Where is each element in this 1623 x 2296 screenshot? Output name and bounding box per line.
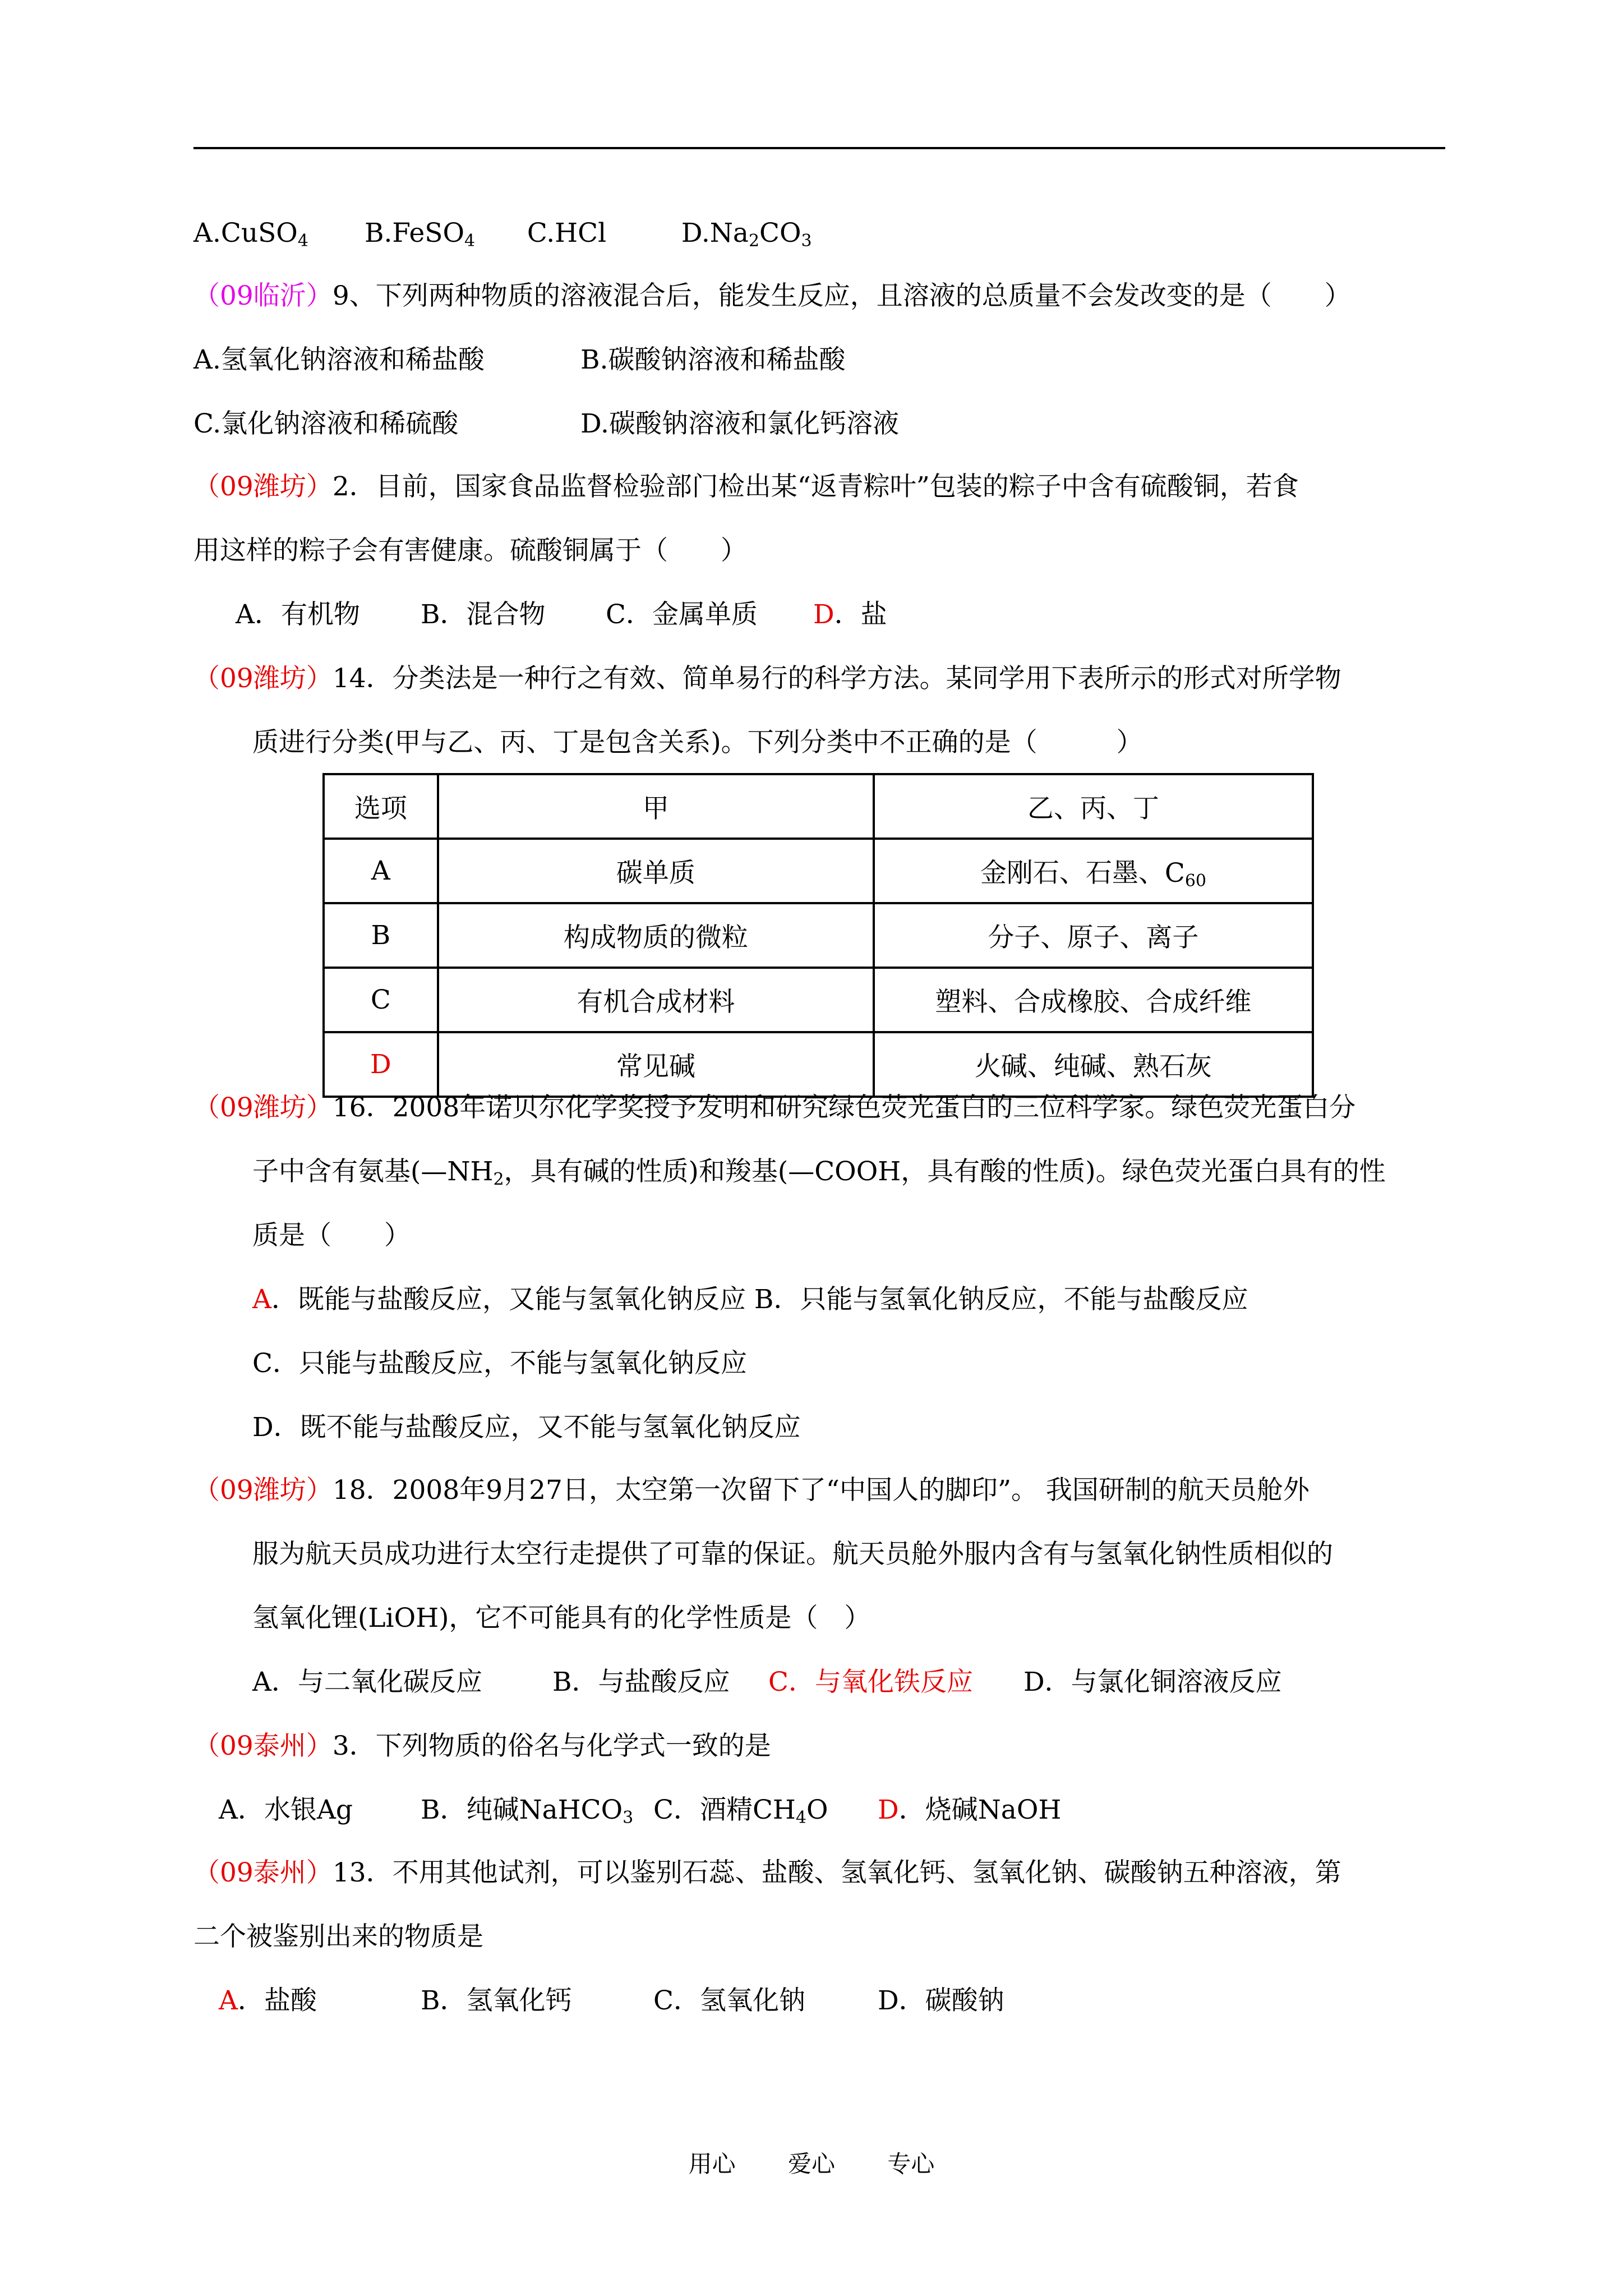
table-row — [324, 903, 1313, 968]
table-cell: C — [324, 968, 438, 1032]
table-row — [324, 1032, 1313, 1097]
q3-options: A．水银Ag B．纯碱NaHCO$_3$ C．酒精$CH_4O$ D．烧碱NaOH — [219, 1795, 1062, 1828]
q13-stem-line1: （09泰州）13．不用其他试剂，可以鉴别石蕊、盐酸、氢氧化钙、氢氧化钠、碳酸钠五种溶液，第 — [193, 1857, 1341, 1888]
table-row — [324, 839, 1313, 903]
table-cell: 分子、原子、离子 — [874, 903, 1313, 968]
header-cell: 乙、丙、丁 — [874, 774, 1313, 839]
table-cell: B — [324, 903, 438, 968]
q18-stem-line1: （09潍坊）18．2008年9月27日，太空第一次留下了“中国人的脚印”。 我国研制的航天员舱外 — [193, 1475, 1310, 1506]
table-cell-answer: D — [324, 1032, 438, 1097]
table-row — [324, 968, 1313, 1032]
table-cell: 有机合成材料 — [438, 968, 874, 1032]
q13-stem-line2: 二个被鉴别出来的物质是 — [193, 1921, 483, 1952]
q3-stem: （09泰州）3．下列物质的俗名与化学式一致的是 — [193, 1731, 771, 1761]
q2-source: （09潍坊） — [193, 471, 333, 502]
q2-stem-line2: 用这样的粽子会有害健康。硫酸铜属于（ ） — [193, 535, 747, 566]
q14-source: （09潍坊） — [193, 663, 333, 694]
q2-stem-line1: （09潍坊）2．目前，国家食品监督检验部门检出某“返青粽叶”包装的粽子中含有硫酸铜，若食 — [193, 471, 1299, 502]
footer-text: 爱心 — [787, 2150, 835, 2178]
footer-text: 专心 — [887, 2150, 935, 2178]
q18-stem-line2: 服为航天员成功进行太空行走提供了可靠的保证。航天员舱外服内含有与氢氧化钠性质相似的 — [252, 1539, 1333, 1570]
q2-options: A．有机物 B．混合物 C．金属单质 D．盐 — [236, 599, 887, 630]
q14-stem-line2: 质进行分类(甲与乙、丙、丁是包含关系)。下列分类中不正确的是（ ） — [252, 727, 1143, 758]
table-cell: A — [324, 839, 438, 903]
header-cell: 选项 — [324, 774, 438, 839]
q13-source: （09泰州） — [193, 1857, 333, 1888]
q18-source: （09潍坊） — [193, 1475, 333, 1506]
table-cell: 塑料、合成橡胶、合成纤维 — [874, 968, 1313, 1032]
q16-stem-line1: （09潍坊）16．2008年诺贝尔化学奖授予发明和研究绿色荧光蛋白的三位科学家。绿色荧光蛋白分 — [193, 1092, 1356, 1123]
header-cell: 甲 — [438, 774, 874, 839]
table-cell: 碳单质 — [438, 839, 874, 903]
q18-stem-line3: 氢氧化锂(LiOH)，它不可能具有的化学性质是（ ） — [252, 1603, 871, 1634]
q16-option-c: C．只能与盐酸反应，不能与氢氧化钠反应 — [252, 1348, 747, 1379]
q16-option-d: D．既不能与盐酸反应，又不能与氢氧化钠反应 — [252, 1412, 801, 1443]
q14-stem-line1: （09潍坊）14．分类法是一种行之有效、简单易行的科学方法。某同学用下表所示的形式对所学物 — [193, 663, 1341, 694]
q9-options-cd: C.氯化钠溶液和稀硫酸 D.碳酸钠溶液和氯化钙溶液 — [193, 408, 899, 439]
q16-stem-line2: 子中含有氨基($—NH_2$，具有碱的性质)和羧基(—COOH，具有酸的性质)。绿色荧光蛋白具有的性 — [252, 1156, 1386, 1189]
footer-text: 用心 — [688, 2150, 736, 2178]
table-cell: 构成物质的微粒 — [438, 903, 874, 968]
header-rule — [193, 147, 1445, 149]
q16-stem-line3: 质是（ ） — [252, 1220, 411, 1251]
table-header-row — [324, 774, 1313, 839]
q3-source: （09泰州） — [193, 1731, 333, 1761]
q13-options: A．盐酸 B．氢氧化钙 C．氢氧化钠 D．碳酸钠 — [219, 1985, 1004, 2016]
page-footer — [0, 2146, 1623, 2179]
q9-stem: （09临沂）9、下列两种物质的溶液混合后，能发生反应，且溶液的总质量不会发改变的是（ ） — [193, 280, 1351, 311]
table-cell: 金刚石、石墨、$C_{60}$ — [874, 839, 1313, 903]
q8-options: A.CuSO$_4$ B.FeSO$_4$ C.HCl $D.Na_2CO_3$ — [193, 218, 812, 251]
table-cell: 火碱、纯碱、熟石灰 — [874, 1032, 1313, 1097]
q18-options: A．与二氧化碳反应 B．与盐酸反应 C．与氧化铁反应 D．与氯化铜溶液反应 — [252, 1667, 1282, 1697]
q16-source: （09潍坊） — [193, 1092, 333, 1123]
q16-options-ab: A．既能与盐酸反应，又能与氢氧化钠反应 B．只能与氢氧化钠反应，不能与盐酸反应 — [252, 1284, 1248, 1315]
q9-source: （09临沂） — [193, 280, 333, 311]
table-cell: 常见碱 — [438, 1032, 874, 1097]
q9-options-ab: A.氢氧化钠溶液和稀盐酸 B.碳酸钠溶液和稀盐酸 — [193, 344, 846, 375]
q14-classification-table — [322, 773, 1314, 1098]
